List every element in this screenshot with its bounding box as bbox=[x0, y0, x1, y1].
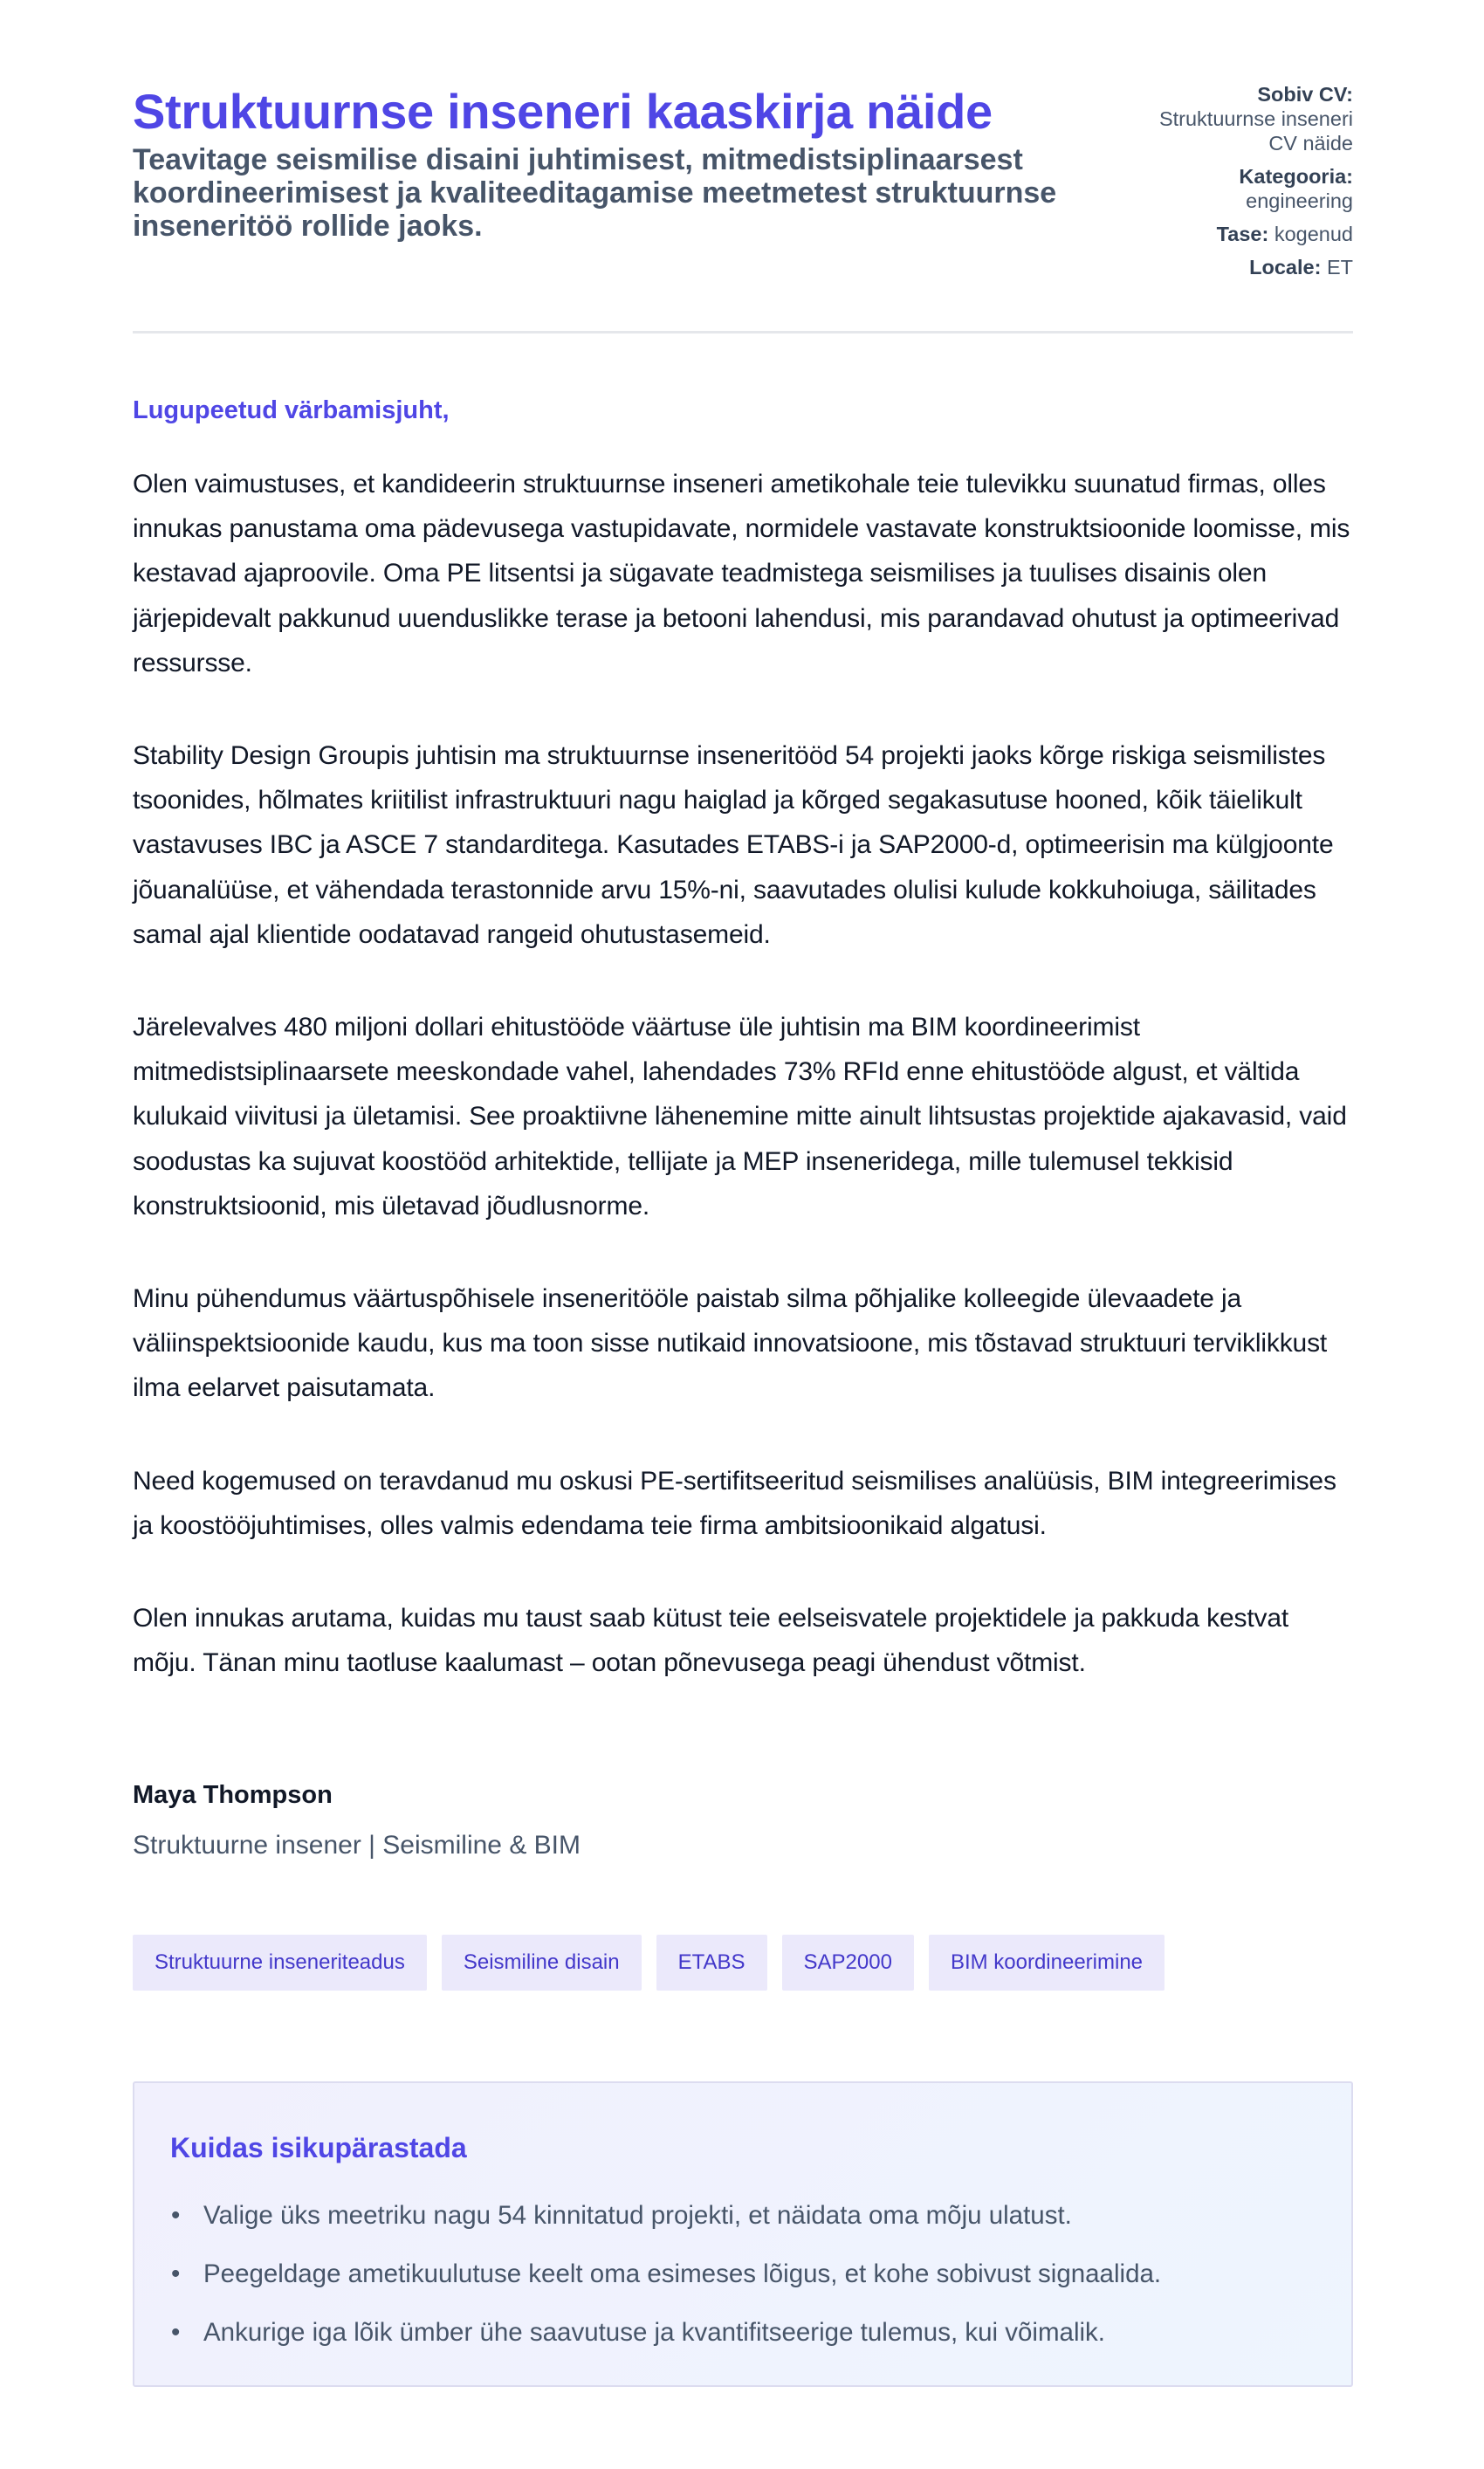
skill-tag[interactable]: Seismiline disain bbox=[442, 1935, 642, 1991]
tip-item bbox=[170, 2255, 1161, 2294]
bullet-icon: • bbox=[171, 2318, 181, 2347]
meta-locale-label: Locale: bbox=[1249, 256, 1322, 279]
letter-paragraph: Olen innukas arutama, kuidas mu taust saab kütust teie eelseisvatele projektidele ja pakkuda kestvat mõju. Tänan minu taotluse kaalumast – ootan põnevusega peagi ühendust võtmist. bbox=[133, 1604, 1289, 1678]
meta-locale-value: ET bbox=[1326, 256, 1353, 279]
skill-tag[interactable]: ETABS bbox=[656, 1935, 767, 1991]
letter-paragraph: Need kogemused on teravdanud mu oskusi PE-sertifitseeritud seismilises analüüsis, BIM integreerimises ja koostööjuhtimises, olles valmis edendama teie firma ambitsioonikaid algatusi. bbox=[133, 1466, 1336, 1540]
page-subtitle: Teavitage seismilise disaini juhtimisest, mitmedistsiplinaarsest koordineerimisest ja kvaliteeditagamise meetmetest struktuurnse inseneritöö rollide jaoks. bbox=[133, 143, 1057, 243]
meta-cv-label: Sobiv CV: bbox=[1257, 83, 1353, 106]
meta-panel bbox=[1126, 82, 1353, 288]
skill-tag[interactable]: SAP2000 bbox=[782, 1935, 914, 1991]
meta-category-value: engineering bbox=[1246, 189, 1353, 212]
meta-category-label: Kategooria: bbox=[1239, 165, 1353, 188]
signature-name: Maya Thompson bbox=[133, 1781, 333, 1809]
meta-level-value: kogenud bbox=[1274, 223, 1353, 245]
letter-body bbox=[133, 462, 1353, 1733]
page-title: Struktuurnse inseneri kaaskirja näide bbox=[133, 84, 993, 139]
tip-item bbox=[170, 2197, 1161, 2235]
letter-paragraph: Stability Design Groupis juhtisin ma struktuurnse inseneritööd 54 projekti jaoks kõrge riskiga seismilistes tsoonides, hõlmates kriitilist infrastruktuuri nagu haiglad ja kõrged segakasutuse hooned, kõik täielikult vastavuses IBC ja ASCE 7 standarditega. Kasutades ETABS-i ja SAP2000-d, optimeerisin ma külgjoonte jõuanalüüse, et vähendada terastonnide arvu 15%-ni, saavutades olulisi kulude kokkuhoiuga, säilitades samal ajal klientide oodatavad rangeid ohutustasemeid. bbox=[133, 741, 1334, 949]
letter-greeting: Lugupeetud värbamisjuht, bbox=[133, 396, 450, 424]
skill-tags bbox=[133, 1935, 1165, 1991]
bullet-icon: • bbox=[171, 2259, 181, 2288]
meta-cv-link[interactable]: Struktuurnse inseneri CV näide bbox=[1158, 107, 1353, 155]
tip-item bbox=[170, 2314, 1161, 2352]
meta-locale bbox=[1126, 255, 1353, 279]
cover-letter-page bbox=[133, 0, 1353, 2347]
meta-level-label: Tase: bbox=[1216, 223, 1269, 245]
skill-tag[interactable]: BIM koordineerimine bbox=[929, 1935, 1165, 1991]
meta-level bbox=[1126, 222, 1353, 246]
letter-paragraph: Järelevalves 480 miljoni dollari ehitustööde väärtuse üle juhtisin ma BIM koordineerimist mitmedistsiplinaarsete meeskondade vahel, lahendades 73% RFId enne ehitustööde algust, et vältida kulukaid viivitusi ja ületamisi. See proaktiivne lähenemine mitte ainult lihtsustas projektide ajakavasid, vaid soodustas ka sujuvat koostööd arhitektide, tellijate ja MEP inseneridega, mille tulemusel tekkisid konstruktsioonid, mis ületavad jõudlusnorme. bbox=[133, 1013, 1347, 1221]
skill-tag[interactable]: Struktuurne inseneriteadus bbox=[133, 1935, 427, 1991]
meta-category bbox=[1126, 164, 1353, 213]
page-header bbox=[133, 0, 1353, 334]
tip-text: Valige üks meetriku nagu 54 kinnitatud projekti, et näidata oma mõju ulatust. bbox=[203, 2201, 1072, 2230]
signature-role: Struktuurne insener | Seismiline & BIM bbox=[133, 1831, 581, 1860]
tips-list bbox=[170, 2197, 1161, 2372]
tips-title: Kuidas isikupärastada bbox=[170, 2132, 467, 2163]
letter-paragraph: Olen vaimustuses, et kandideerin struktuurnse inseneri ametikohale teie tulevikku suunatud firmas, olles innukas panustama oma pädevusega vastupidavate, normidele vastavate konstruktsioonide loomisse, mis kestavad ajaproovile. Oma PE litsentsi ja sügavate teadmistega seismilises ja tuulises disainis olen järjepidevalt pakkunud uuenduslikke terase ja betooni lahendusi, mis parandavad ohutust ja optimeerivad ressursse. bbox=[133, 470, 1350, 677]
tip-text: Ankurige iga lõik ümber ühe saavutuse ja kvantifitseerige tulemus, kui võimalik. bbox=[203, 2318, 1106, 2347]
signature-block bbox=[133, 1776, 581, 1865]
bullet-icon: • bbox=[171, 2201, 181, 2230]
customization-tips-box bbox=[133, 2081, 1353, 2387]
tip-text: Peegeldage ametikuulutuse keelt oma esimeses lõigus, et kohe sobivust signaalida. bbox=[203, 2259, 1162, 2288]
meta-cv bbox=[1126, 82, 1353, 155]
letter-paragraph: Minu pühendumus väärtuspõhisele inseneritööle paistab silma põhjalike kolleegide ülevaadete ja väliinspektsioonide kaudu, kus ma toon sisse nutikaid innovatsioone, mis tõstavad struktuuri terviklikkust ilma eelarvet paisutamata. bbox=[133, 1284, 1328, 1403]
